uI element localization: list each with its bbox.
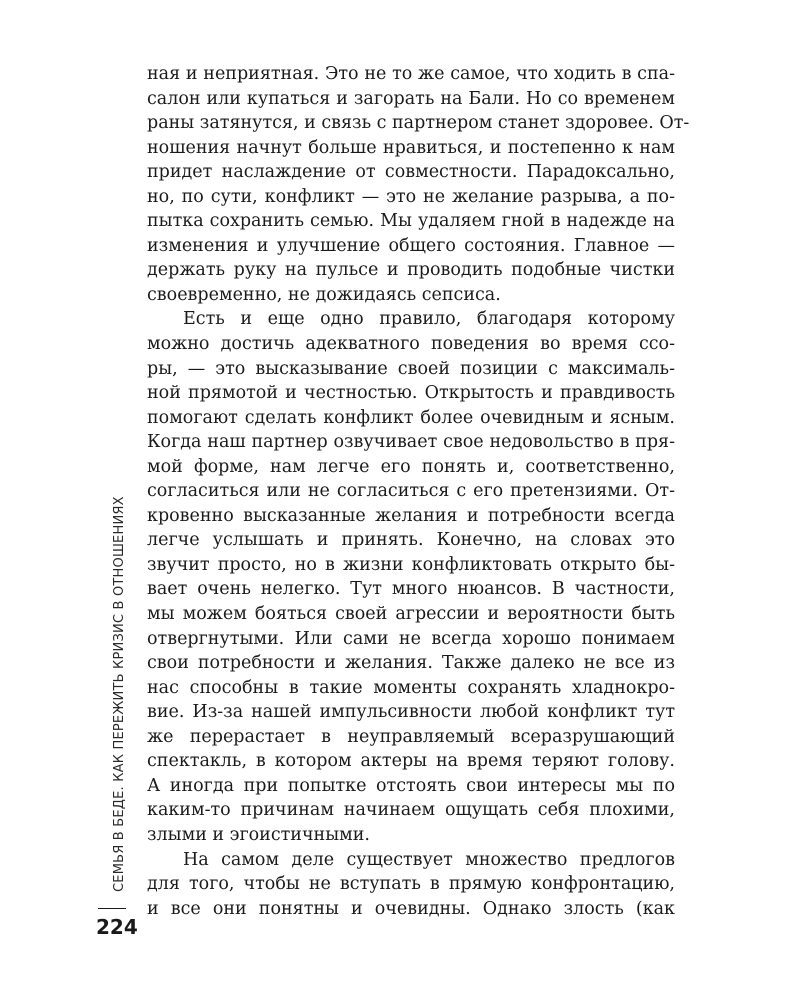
text-line: пытка сохранить семью. Мы удаляем гной в надежде на bbox=[147, 211, 675, 232]
text-line: каким-то причинам начинаем ощущать себя плохими, bbox=[147, 800, 675, 821]
paragraph-first-line: Есть и еще одно правило, благодаря которому bbox=[183, 309, 675, 330]
body-text bbox=[147, 62, 690, 921]
text-line: А иногда при попытке отстоять свои интересы мы по bbox=[147, 775, 675, 796]
text-line: но, по сути, конфликт — это не желание разрыва, а по- bbox=[147, 186, 675, 207]
text-line: придет наслаждение от совместности. Парадоксально, bbox=[147, 162, 675, 183]
folio-divider bbox=[98, 908, 126, 909]
text-line: для того, чтобы не вступать в прямую конфронтацию, bbox=[147, 874, 675, 895]
text-line: изменения и улучшение общего состояния. Главное — bbox=[147, 235, 675, 256]
text-line: нас способны в такие моменты сохранять хладнокро- bbox=[147, 677, 675, 698]
text-line: кровенно высказанные желания и потребности всегда bbox=[147, 505, 675, 526]
text-line: ношения начнут больше нравиться, и постепенно к нам bbox=[147, 137, 675, 158]
text-line: вает очень нелегко. Тут много нюансов. В частности, bbox=[147, 579, 675, 600]
text-line: ры, — это высказывание своей позиции с максималь- bbox=[147, 358, 675, 379]
text-line: и все они понятны и очевидны. Однако злость (как bbox=[147, 898, 675, 919]
text-line: помогают сделать конфликт более очевидным и ясным. bbox=[147, 407, 675, 428]
text-line: свои потребности и желания. Также далеко не все из bbox=[147, 653, 675, 674]
text-line: мы можем бояться своей агрессии и вероятности быть bbox=[147, 604, 675, 625]
paragraph-last-line: злыми и эгоистичными. bbox=[147, 824, 370, 845]
text-line: же перерастает в неуправляемый всеразрушающий bbox=[147, 726, 675, 747]
text-line: легче услышать и принять. Конечно, на словах это bbox=[147, 530, 675, 551]
running-head: СЕМЬЯ В БЕДЕ. КАК ПЕРЕЖИТЬ КРИЗИС В ОТНОШЕНИЯХ bbox=[112, 496, 127, 892]
paragraph-first-line: На самом деле существует множество предлогов bbox=[183, 849, 675, 870]
text-line: можно достичь адекватного поведения во время ссо- bbox=[147, 334, 675, 355]
text-line: ная и неприятная. Это не то же самое, что ходить в спа- bbox=[147, 64, 675, 84]
paragraph-last-line: своевременно, не дожидаясь сепсиса. bbox=[147, 284, 501, 305]
text-line: раны затянутся, и связь с партнером станет здоровее. От- bbox=[147, 113, 690, 134]
text-line: спектакль, в котором актеры на время теряют голову. bbox=[147, 751, 675, 772]
text-line: Когда наш партнер озвучивает свое недовольство в пря- bbox=[147, 432, 675, 453]
text-line: салон или купаться и загорать на Бали. Но со временем bbox=[147, 88, 675, 109]
text-line: отвергнутыми. Или сами не всегда хорошо понимаем bbox=[147, 628, 675, 649]
text-line: вие. Из-за нашей импульсивности любой конфликт тут bbox=[147, 702, 675, 723]
text-line: ной прямотой и честностью. Открытость и правдивость bbox=[147, 383, 675, 404]
text-line: согласиться или не согласиться с его претензиями. От- bbox=[147, 481, 675, 502]
text-line: мой форме, нам легче его понять и, соответственно, bbox=[147, 456, 675, 477]
page-number: 224 bbox=[96, 915, 138, 939]
text-line: держать руку на пульсе и проводить подобные чистки bbox=[147, 260, 675, 281]
text-line: звучит просто, но в жизни конфликтовать открыто бы- bbox=[147, 554, 675, 575]
